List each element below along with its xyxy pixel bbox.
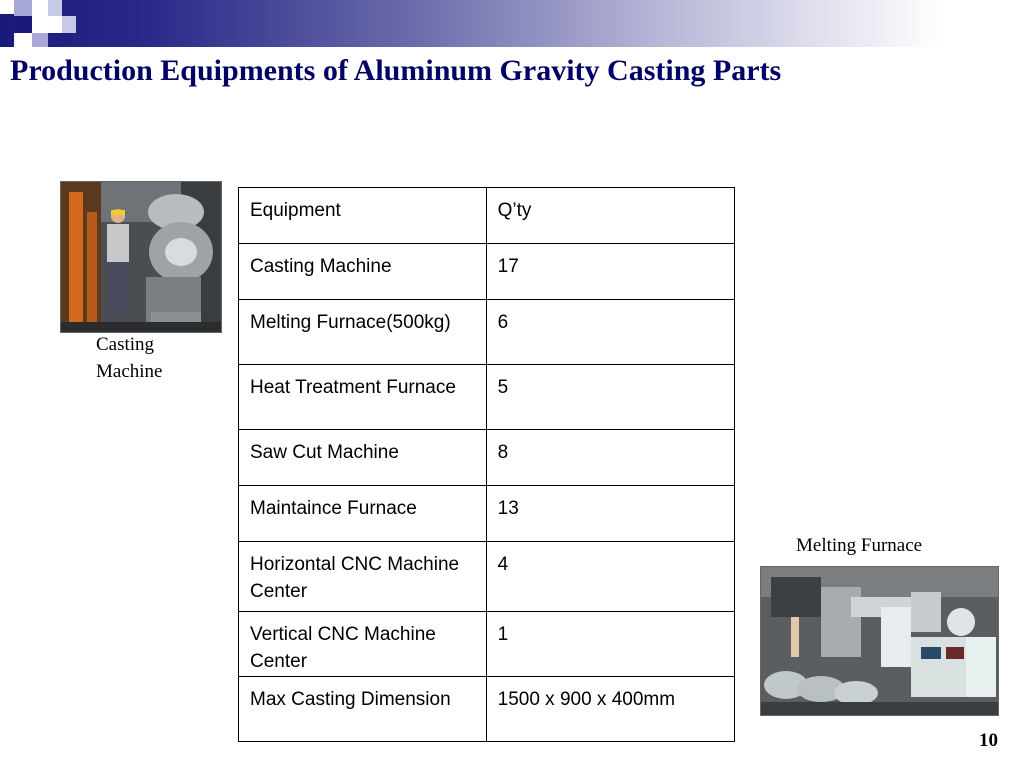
caption-line: Casting (96, 334, 155, 355)
casting-machine-caption (96, 331, 162, 385)
table-cell: 1 (486, 612, 734, 677)
table-cell: Max Casting Dimension (239, 677, 487, 742)
page-number: 10 (979, 730, 998, 751)
table-cell: 17 (486, 244, 734, 300)
melting-furnace-photo (760, 566, 999, 716)
table-cell: 4 (486, 542, 734, 612)
table-header-cell: Q’ty (486, 188, 734, 244)
casting-machine-photo (60, 181, 222, 333)
equipment-table (238, 187, 735, 742)
table-row (239, 365, 735, 430)
table-cell: 6 (486, 300, 734, 365)
table-row (239, 542, 735, 612)
melting-furnace-caption: Melting Furnace (796, 535, 923, 556)
table-cell: 1500 x 900 x 400mm (486, 677, 734, 742)
table-row (239, 300, 735, 365)
table-cell: 13 (486, 486, 734, 542)
table-cell: Casting Machine (239, 244, 487, 300)
table-row (239, 244, 735, 300)
table-row (239, 430, 735, 486)
caption-line: Machine (96, 361, 163, 382)
table-header-cell: Equipment (239, 188, 487, 244)
table-cell: Heat Treatment Furnace (239, 365, 487, 430)
slide-title: Production Equipments of Aluminum Gravity Casting Parts (10, 54, 782, 87)
table-cell: Vertical CNC Machine Center (239, 612, 487, 677)
table-cell: Saw Cut Machine (239, 430, 487, 486)
melting-furnace-image (761, 567, 998, 715)
table-cell: 8 (486, 430, 734, 486)
header-gradient-band (0, 0, 1024, 47)
table-row (239, 677, 735, 742)
table-row (239, 486, 735, 542)
table-header-row (239, 188, 735, 244)
table-row (239, 612, 735, 677)
table-cell: Maintaince Furnace (239, 486, 487, 542)
table-cell: Melting Furnace(500kg) (239, 300, 487, 365)
table-cell: 5 (486, 365, 734, 430)
table-cell: Horizontal CNC Machine Center (239, 542, 487, 612)
casting-machine-image (61, 182, 221, 332)
